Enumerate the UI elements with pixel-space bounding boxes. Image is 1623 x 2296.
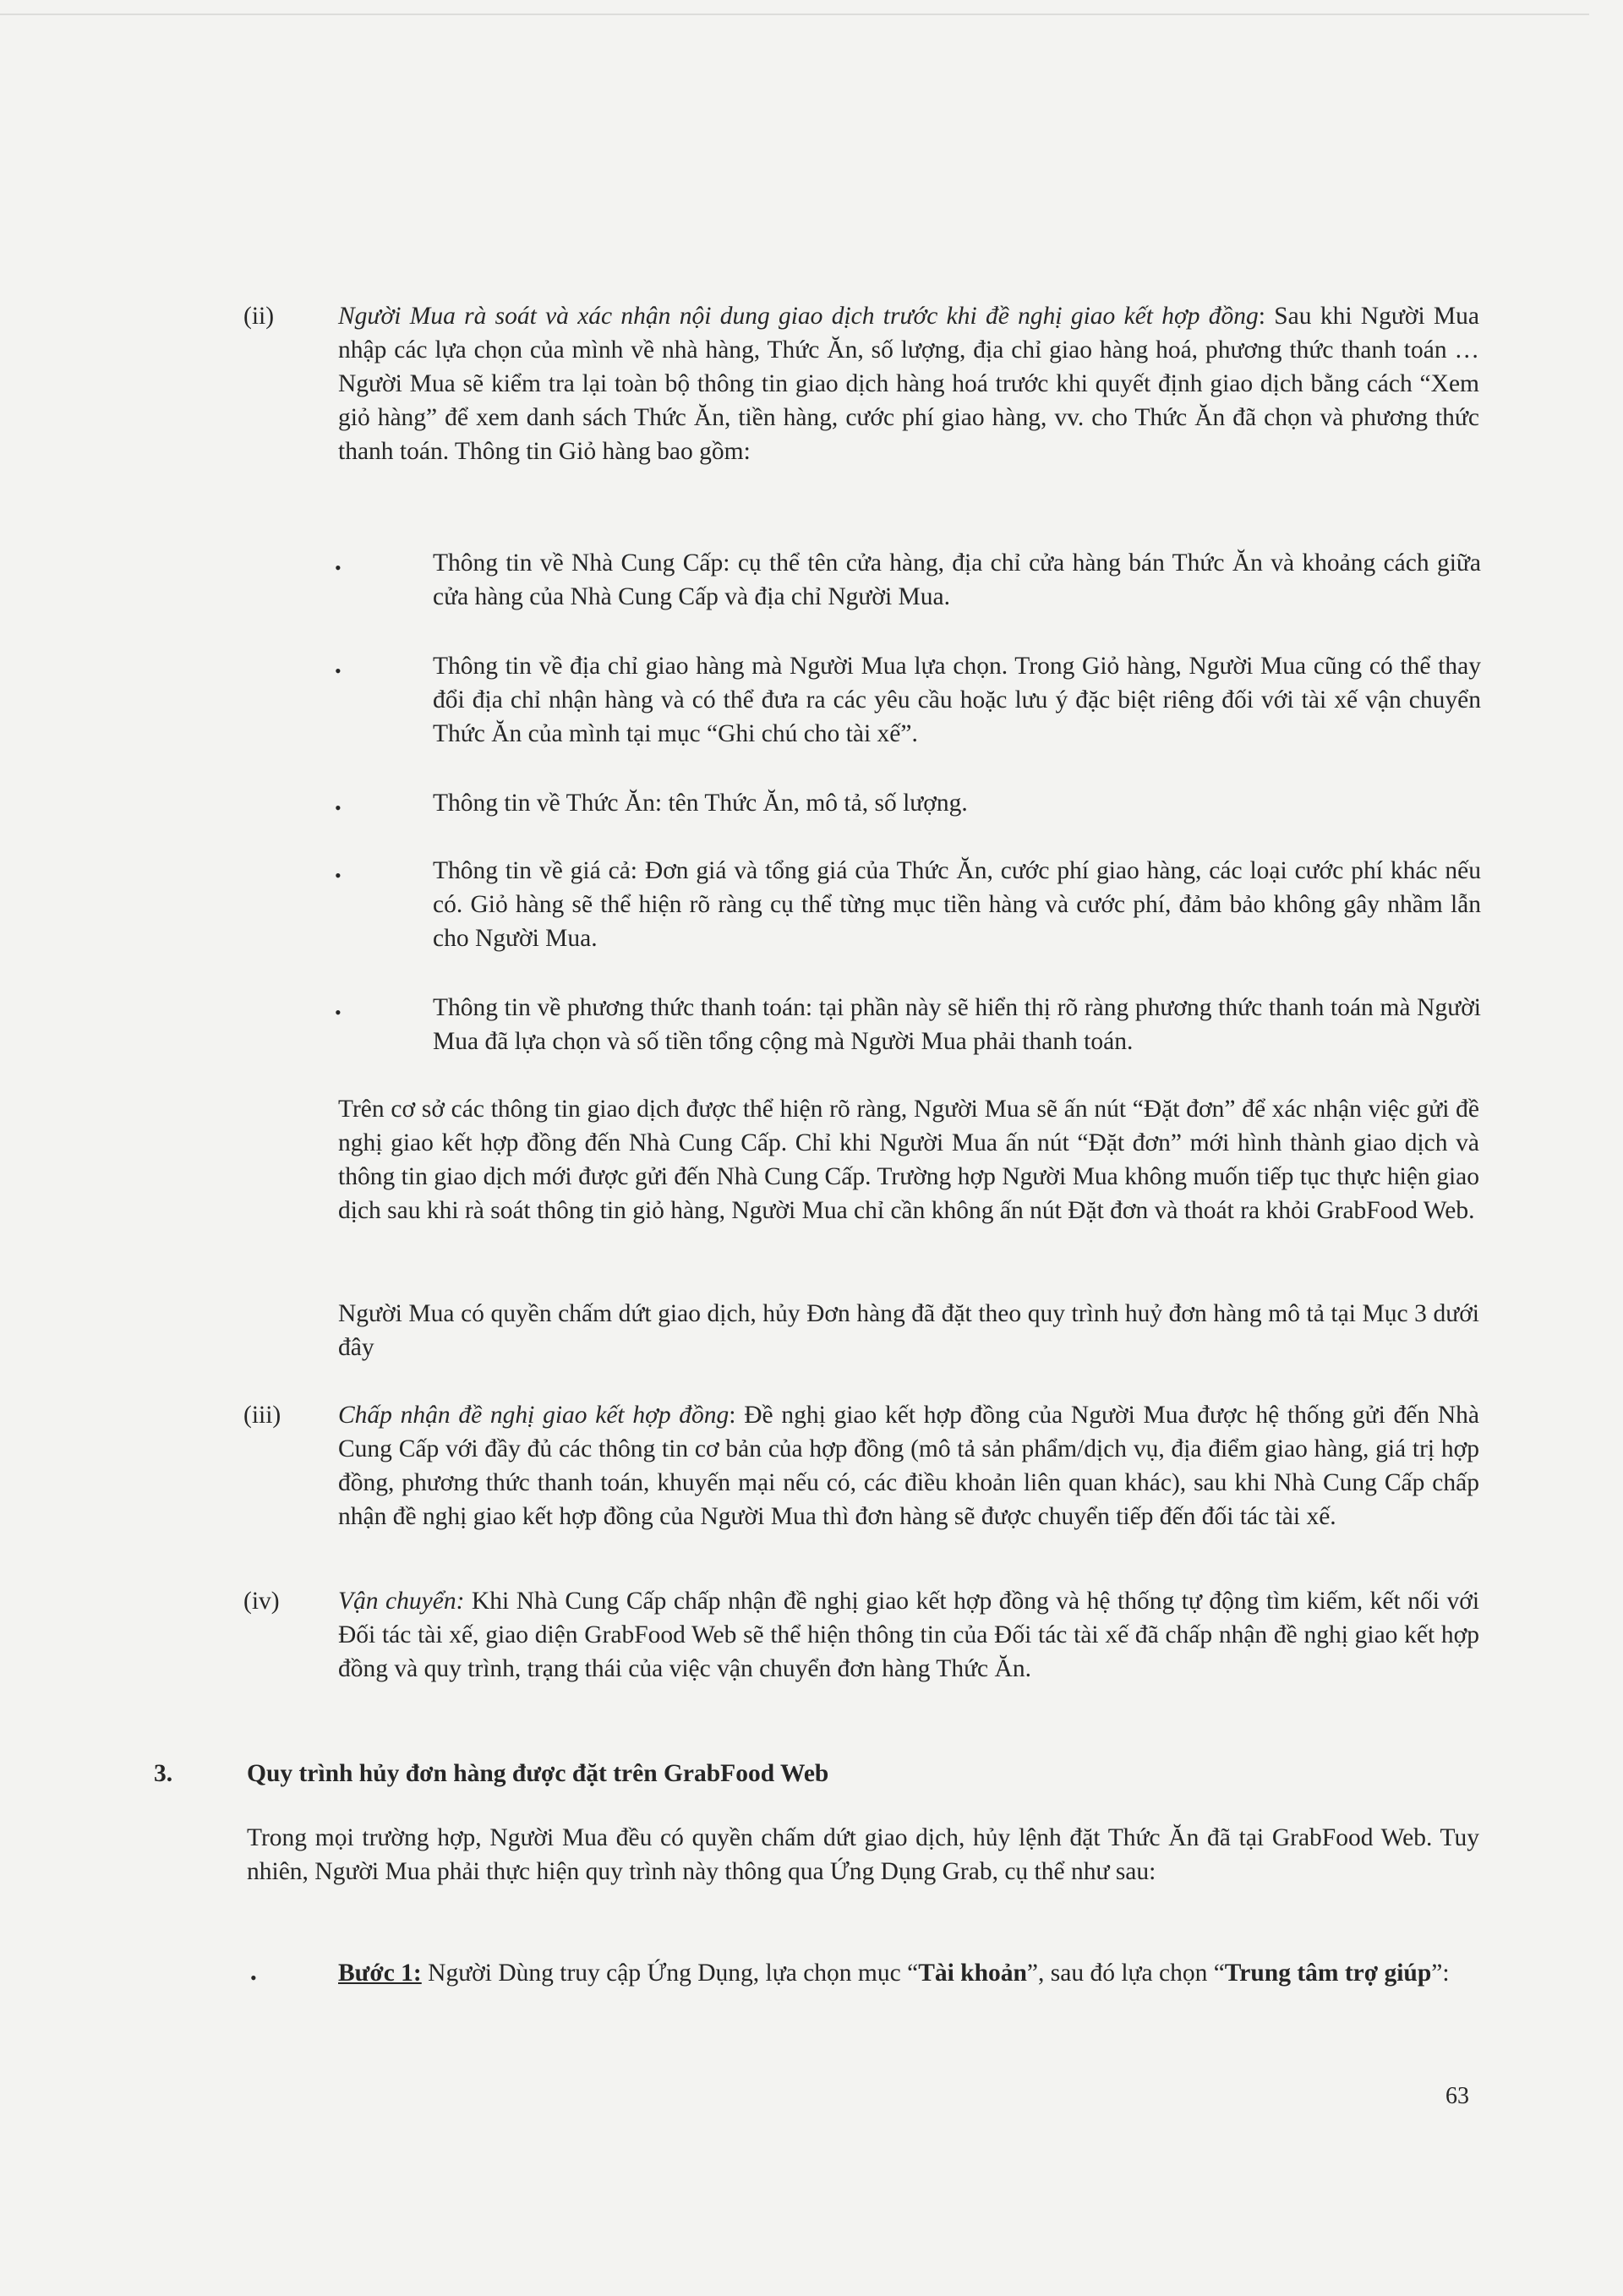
item-iv-heading: Vận chuyển:: [338, 1588, 465, 1615]
step-1-label: Bước 1:: [338, 1960, 422, 1987]
bullet-symbol: •: [335, 557, 342, 578]
bullet-symbol: •: [250, 1967, 257, 1988]
step-1-paragraph: [338, 1956, 1479, 1990]
step-1-text: ”, sau đó lựa chọn “: [1026, 1960, 1225, 1987]
bullet-symbol: •: [335, 660, 342, 681]
bullet-symbol: •: [335, 797, 342, 818]
item-iii-label: (iii): [243, 1402, 281, 1429]
step-1-account-label: Tài khoản: [918, 1960, 1027, 1987]
bullet-item-price: Thông tin về giá cả: Đơn giá và tổng giá của Thức Ăn, cước phí giao hàng, các loại cước phí khác nếu có. Giỏ hàng sẽ thể hiện rõ ràng cụ thể từng mục tiền hàng và cước phí, đảm bảo không gây nhầm lẫn cho Người Mua.: [433, 857, 1481, 952]
item-iii-heading: Chấp nhận đề nghị giao kết hợp đồng: [338, 1402, 730, 1429]
item-ii-label: (ii): [243, 303, 275, 330]
paragraph-confirm-order: Trên cơ sở các thông tin giao dịch được thể hiện rõ ràng, Người Mua sẽ ấn nút “Đặt đơn” để xác nhận việc gửi đề nghị giao kết hợp đồng đến Nhà Cung Cấp. Chỉ khi Người Mua ấn nút “Đặt đơn” mới hình thành giao dịch và thông tin giao dịch mới được gửi đến Nhà Cung Cấp. Trường hợp Người Mua không muốn tiếp tục thực hiện giao dịch sau khi rà soát thông tin giỏ hàng, Người Mua chỉ cần không ấn nút Đặt đơn và thoát ra khỏi GrabFood Web.: [338, 1096, 1479, 1224]
page-number: 63: [1445, 2083, 1469, 2109]
item-iv-label: (iv): [243, 1588, 280, 1615]
paragraph-cancel-right: Người Mua có quyền chấm dứt giao dịch, hủy Đơn hàng đã đặt theo quy trình huỷ đơn hàng mô tả tại Mục 3 dưới đây: [338, 1300, 1479, 1361]
bullet-item-food: Thông tin về Thức Ăn: tên Thức Ăn, mô tả, số lượng.: [433, 790, 968, 817]
item-iii-paragraph: [338, 1398, 1479, 1533]
item-ii-paragraph: [338, 299, 1479, 468]
bullet-item-supplier: Thông tin về Nhà Cung Cấp: cụ thể tên cửa hàng, địa chỉ cửa hàng bán Thức Ăn và khoảng cách giữa cửa hàng của Nhà Cung Cấp và địa chỉ Người Mua.: [433, 549, 1481, 610]
bullet-symbol: •: [335, 1002, 342, 1023]
item-iv-body: Khi Nhà Cung Cấp chấp nhận đề nghị giao kết hợp đồng và hệ thống tự động tìm kiếm, kết nối với Đối tác tài xế, giao diện GrabFood Web sẽ thể hiện thông tin của Đối tác tài xế đã chấp nhận đề nghị giao kết hợp đồng và quy trình, trạng thái của việc vận chuyển đơn hàng Thức Ăn.: [338, 1588, 1480, 1682]
item-ii-body: : Sau khi Người Mua nhập các lựa chọn của mình về nhà hàng, Thức Ăn, số lượng, địa chỉ giao hàng hoá, phương thức thanh toán … Người Mua sẽ kiểm tra lại toàn bộ thông tin giao dịch hàng hoá trước khi quyết định giao dịch bằng cách “Xem giỏ hàng” để xem danh sách Thức Ăn, tiền hàng, cước phí giao hàng, vv. cho Thức Ăn đã chọn và phương thức thanh toán. Thông tin Giỏ hàng bao gồm:: [338, 303, 1479, 465]
bullet-item-payment: Thông tin về phương thức thanh toán: tại phần này sẽ hiển thị rõ ràng phương thức thanh toán mà Người Mua đã lựa chọn và số tiền tổng cộng mà Người Mua phải thanh toán.: [433, 994, 1481, 1055]
section-3-intro: Trong mọi trường hợp, Người Mua đều có quyền chấm dứt giao dịch, hủy lệnh đặt Thức Ăn đã tại GrabFood Web. Tuy nhiên, Người Mua phải thực hiện quy trình này thông qua Ứng Dụng Grab, cụ thể như sau:: [247, 1824, 1479, 1885]
step-1-text: Người Dùng truy cập Ứng Dụng, lựa chọn mục “: [421, 1960, 919, 1987]
item-iv-paragraph: [338, 1584, 1479, 1686]
item-ii-heading: Người Mua rà soát và xác nhận nội dung giao dịch trước khi đề nghị giao kết hợp đồng: [338, 303, 1259, 330]
bullet-item-address: Thông tin về địa chỉ giao hàng mà Người Mua lựa chọn. Trong Giỏ hàng, Người Mua cũng có thể thay đổi địa chỉ nhận hàng và có thể đưa ra các yêu cầu hoặc lưu ý đặc biệt riêng đối với tài xế vận chuyển Thức Ăn của mình tại mục “Ghi chú cho tài xế”.: [433, 653, 1481, 747]
section-3-title: Quy trình hủy đơn hàng được đặt trên GrabFood Web: [247, 1760, 829, 1787]
step-1-help-center-label: Trung tâm trợ giúp: [1224, 1960, 1432, 1987]
item-iii-body: : Đề nghị giao kết hợp đồng của Người Mua được hệ thống gửi đến Nhà Cung Cấp với đầy đủ các thông tin cơ bản của hợp đồng (mô tả sản phẩm/dịch vụ, địa điểm giao hàng, giá trị hợp đồng, phương thức thanh toán, khuyến mại nếu có, các điều khoản liên quan khác), sau khi Nhà Cung Cấp chấp nhận đề nghị giao kết hợp đồng của Người Mua thì đơn hàng sẽ được chuyển tiếp đến đối tác tài xế.: [338, 1402, 1479, 1530]
bullet-symbol: •: [335, 865, 342, 886]
section-3-number: 3.: [154, 1760, 173, 1787]
step-1-text: ”:: [1431, 1960, 1450, 1987]
